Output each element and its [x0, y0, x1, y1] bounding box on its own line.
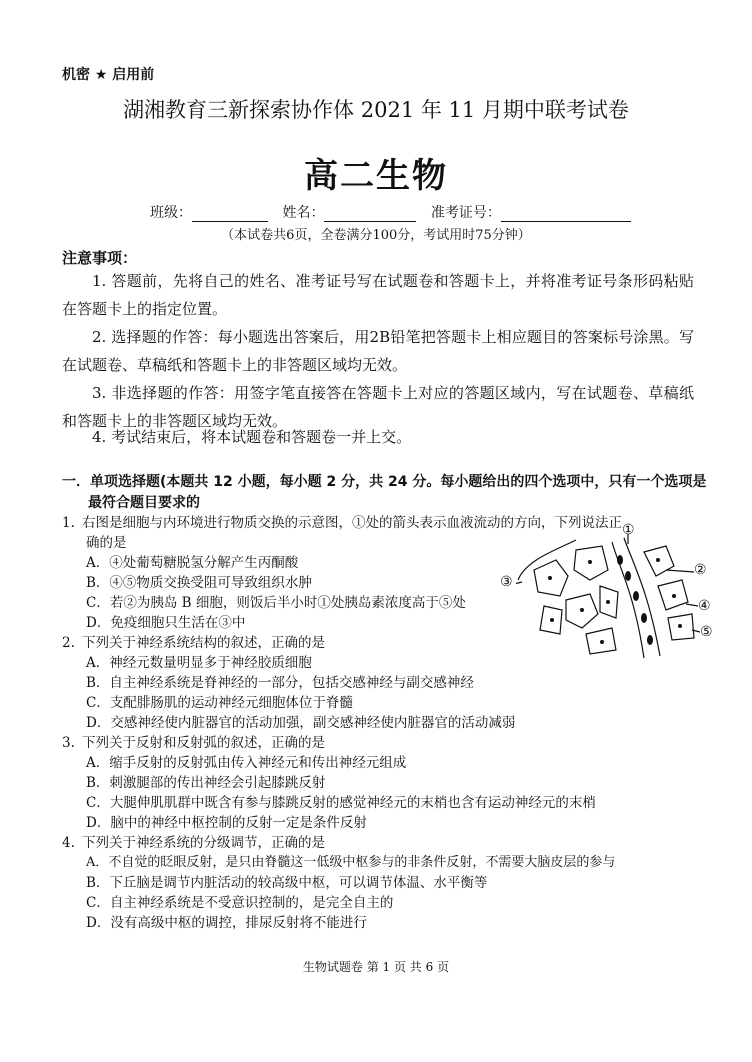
- diagram-label-3: ③: [500, 574, 513, 590]
- name-blank: [324, 207, 416, 222]
- blood-cell: [625, 571, 631, 581]
- exam-info: （本试卷共6页，全卷满分100分，考试用时75分钟）: [221, 228, 531, 243]
- option-d: D．脑中的神经中枢控制的反射一定是条件反射: [86, 815, 367, 831]
- blood-cell: [641, 613, 647, 623]
- option-b: B．下丘脑是调节内脏活动的较高级中枢，可以调节体温、水平衡等: [86, 875, 488, 891]
- option-d: D．没有高级中枢的调控，排尿反射将不能进行: [86, 915, 367, 931]
- confidential-label: 机密 ★ 启用前: [62, 67, 155, 83]
- nucleus: [672, 594, 676, 598]
- leader-line-2: [666, 570, 694, 572]
- lymph-boundary: [518, 540, 576, 580]
- option-c: C．支配腓肠肌的运动神经元细胞体位于脊髓: [86, 695, 353, 711]
- option-a: A．神经元数量明显多于神经胶质细胞: [86, 655, 312, 671]
- option-c: C．大腿伸肌肌群中既含有参与膝跳反射的感觉神经元的末梢也含有运动神经元的末梢: [86, 795, 596, 811]
- question-stem: 3. 下列关于反射和反射弧的叙述，正确的是: [62, 735, 325, 751]
- option-b: B．④⑤物质交换受阻可导致组织水肿: [86, 575, 312, 591]
- nucleus: [588, 560, 592, 564]
- question-stem-cont: 确的是: [86, 535, 127, 551]
- question-stem: 2. 下列关于神经系统结构的叙述，正确的是: [62, 635, 325, 651]
- nucleus: [678, 624, 682, 628]
- notice-item: 1. 答题前，先将自己的姓名、准考证号写在试题卷和答题卡上，并将准考证号条形码粘贴在答题卡上的指定位置。: [62, 272, 694, 318]
- option-b: B．刺激腿部的传出神经会引起膝跳反射: [86, 775, 326, 791]
- diagram-label-1: ①: [622, 522, 635, 538]
- nucleus: [606, 600, 610, 604]
- section-heading: 一．单项选择题(本题共 12 小题，每小题 2 分，共 24 分。每小题给出的四个选项中，只有一个选项是最符合题目要求的: [62, 474, 707, 511]
- nucleus: [656, 558, 660, 562]
- diagram-label-2: ②: [694, 562, 707, 578]
- nucleus: [550, 618, 554, 622]
- student-info-fields: [150, 202, 641, 222]
- exam-title: 湖湘教育三新探索协作体 2021 年 11 月期中联考试卷: [123, 98, 629, 122]
- question-stem: 1. 右图是细胞与内环境进行物质交换的示意图，①处的箭头表示血液流动的方向，下列说法正: [62, 515, 622, 531]
- diagram-label-5: ⑤: [700, 624, 713, 640]
- nucleus: [580, 608, 584, 612]
- cell-exchange-diagram: [516, 530, 712, 660]
- blood-cell: [647, 635, 653, 645]
- id-blank: [501, 207, 631, 222]
- class-blank: [192, 207, 268, 222]
- option-a: A．④处葡萄糖脱氢分解产生丙酮酸: [86, 555, 299, 571]
- class-label: 班级：: [150, 205, 192, 221]
- option-a: A．不自觉的眨眼反射，是只由脊髓这一低级中枢参与的非条件反射，不需要大脑皮层的参与: [86, 855, 616, 870]
- nucleus: [600, 640, 604, 644]
- option-a: A．缩手反射的反射弧由传入神经元和传出神经元组成: [86, 755, 407, 771]
- question-stem: 4. 下列关于神经系统的分级调节，正确的是: [62, 835, 325, 851]
- leader-line-3: [516, 582, 522, 584]
- notice-item: 4. 考试结束后，将本试题卷和答题卷一并上交。: [92, 428, 412, 446]
- diagram-label-4: ④: [698, 598, 711, 614]
- name-label: 姓名：: [282, 205, 325, 221]
- leader-line-4: [686, 604, 698, 606]
- blood-cell: [633, 591, 639, 601]
- notice-heading: 注意事项：: [62, 249, 138, 267]
- nucleus: [548, 576, 552, 580]
- vessel-wall: [624, 538, 660, 656]
- blood-cell: [617, 555, 623, 565]
- option-c: C．自主神经系统是不受意识控制的，是完全自主的: [86, 895, 394, 911]
- notice-item: 2. 选择题的作答：每小题选出答案后，用2B铅笔把答题卡上相应题目的答案标号涂黑。写在试题卷、草稿纸和答题卡上的非答题区域均无效。: [62, 328, 694, 374]
- option-d: D．交感神经使内脏器官的活动加强，副交感神经使内脏器官的活动减弱: [86, 715, 516, 731]
- subject-title: 高二生物: [304, 156, 448, 196]
- option-c: C．若②为胰岛 B 细胞，则饭后半小时①处胰岛素浓度高于⑤处: [86, 595, 466, 611]
- option-b: B．自主神经系统是脊神经的一部分，包括交感神经与副交感神经: [86, 675, 474, 691]
- page-footer: 生物试题卷 第 1 页 共 6 页: [302, 960, 450, 974]
- notice-item: 3. 非选择题的作答：用签字笔直接答在答题卡上对应的答题区域内，写在试题卷、草稿纸和答题卡上的非答题区域均无效。: [62, 384, 694, 430]
- option-d: D．免疫细胞只生活在③中: [86, 615, 246, 631]
- id-label: 准考证号：: [430, 205, 501, 221]
